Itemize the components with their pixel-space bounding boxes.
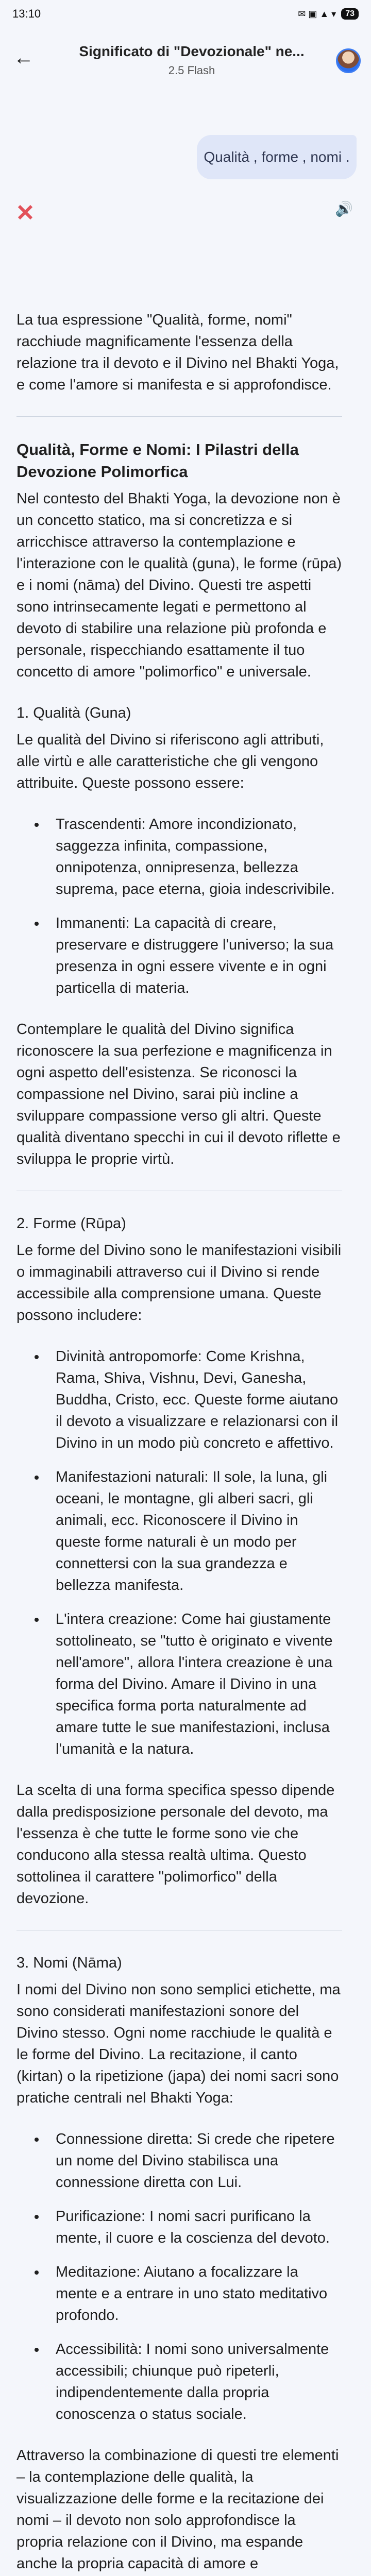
list-item: • Manifestazioni naturali: Il sole, la luna, gli oceani, le montagne, gli alberi sacri, gli animali, ecc. Riconoscere il Divino in queste forme naturali è un modo per connettersi con la sua grandezza e bellezza manifesta. bbox=[46, 1466, 342, 1596]
list-item: • Accessibilità: I nomi sono universalmente accessibili; chiunque può ripeterli, indipendentemente dalla propria conoscenza o status sociale. bbox=[46, 2338, 342, 2425]
gemini-spark-icon bbox=[16, 204, 34, 221]
chat-header bbox=[0, 36, 371, 82]
section-title-qualities: 1. Qualità (Guna) bbox=[16, 705, 131, 721]
response-conclusion: Attraverso la combinazione di questi tre elementi – la contemplazione delle qualità, la visualizzazione delle forme e la recitazione dei nomi – il devoto non solo approfondisce la propria relazione con il Divino, ma espande anche la propria capacità di amore e bbox=[16, 2447, 339, 2572]
list-item: • Meditazione: Aiutano a focalizzare la mente e a entrare in uno stato meditativo profondo. bbox=[46, 2261, 342, 2326]
section-close-qualities: Contemplare le qualità del Divino significa riconoscere la sua perfezione e magnificenza in ogni aspetto dell'esistenza. Se riconosci la compassione nel Divino, sarai più incline a sviluppare compassione verso gli altri. Queste qualità diventano specchi in cui il devoto riflette e sviluppa le proprie virtù. bbox=[16, 1021, 341, 1167]
list-item: • L'intera creazione: Come hai giustamente sottolineato, se "tutto è originato e vivente nell'amore", allora l'intera creazione è una forma del Divino. Amare il Divino in una specifica forma porta naturalmente ad amare tutte le sue manifestazioni, inclusa l'umanità e la natura. bbox=[46, 1608, 342, 1760]
status-time: 13:10 bbox=[12, 7, 41, 20]
section-intro-qualities: Le qualità del Divino si riferiscono agli attributi, alle virtù e alle caratteristiche che gli vengono attribuite. Queste possono essere: bbox=[16, 732, 324, 791]
list-item: • Immanenti: La capacità di creare, preservare e distruggere l'universo; la sua presenza in ogni essere vivente e in ogni particella di materia. bbox=[46, 912, 342, 999]
section-title-forms: 2. Forme (Rūpa) bbox=[16, 1215, 126, 1232]
section-intro-names: I nomi del Divino non sono semplici etichette, ma sono considerati manifestazioni sonore del Divino stesso. Ogni nome racchiude le qualità e le forme del Divino. La recitazione, il canto (kirtan) o la ripetizione (japa) dei nomi sacri sono pratiche centrali nel Bhakti Yoga: bbox=[16, 1981, 341, 2106]
section-close-forms: La scelta di una forma specifica spesso dipende dalla predisposizione personale del devoto, ma l'essenza è che tutte le forme sono vie che conducono alla stessa realtà ultima. Questo sottolinea il carattere "polimorfico" della devozione. bbox=[16, 1782, 335, 1907]
status-bar bbox=[0, 0, 371, 28]
qualities-list bbox=[30, 814, 342, 999]
assistant-response bbox=[16, 309, 342, 2576]
list-item: • Purificazione: I nomi sacri purificano la mente, il cuore e la coscienza del devoto. bbox=[46, 2206, 342, 2249]
speaker-icon[interactable]: 🔊 bbox=[335, 201, 353, 217]
model-label: 2.5 Flash bbox=[168, 64, 215, 77]
names-list bbox=[30, 2128, 342, 2425]
status-icons bbox=[298, 8, 359, 20]
forms-list bbox=[30, 1346, 342, 1760]
user-message: Qualità , forme , nomi . bbox=[197, 135, 357, 179]
response-context: Nel contesto del Bhakti Yoga, la devozione non è un concetto statico, ma si concretizza e si arricchisce attraverso la contemplazione e l'interazione con le qualità (guna), le forme (rūpa) e i nomi (nāma) del Divino. Questi tre aspetti sono intrinsecamente legati e permettono al devoto di stabilire una relazione più profonda e personale, rispecchiando esattamente il tuo concetto di amore "polimorfico" e universale. bbox=[16, 490, 342, 680]
section-intro-forms: Le forme del Divino sono le manifestazioni visibili o immaginabili attraverso cui il Divino si rende accessibile alla comprensione umana. Queste possono includere: bbox=[16, 1242, 342, 1324]
list-item: • Connessione diretta: Si crede che ripetere un nome del Divino stabilisca una connessione diretta con Lui. bbox=[46, 2128, 342, 2193]
response-heading: Qualità, Forme e Nomi: I Pilastri della Devozione Polimorfica bbox=[16, 440, 299, 481]
section-divider bbox=[16, 416, 342, 417]
list-item: • Trascendenti: Amore incondizionato, saggezza infinita, compassione, onnipotenza, onnipresenza, bellezza suprema, pace eterna, gioia indescrivibile. bbox=[46, 814, 342, 900]
chat-title-area[interactable] bbox=[58, 43, 326, 77]
chat-title: Significato di "Devozionale" ne... bbox=[79, 43, 305, 59]
battery-level: 73 bbox=[341, 8, 359, 20]
notification-icons: ✉ ▣ ▲ ▾ bbox=[298, 8, 336, 19]
profile-avatar[interactable] bbox=[336, 48, 361, 73]
list-item: • Divinità antropomorfe: Come Krishna, Rama, Shiva, Vishnu, Devi, Ganesha, Buddha, Cristo, ecc. Queste forme aiutano il devoto a visualizzare e relazionarsi con il Divino in un modo più concreto e affettivo. bbox=[46, 1346, 342, 1454]
back-arrow-icon[interactable]: ← bbox=[13, 46, 34, 69]
section-title-names: 3. Nomi (Nāma) bbox=[16, 1955, 122, 1971]
response-intro: La tua espressione "Qualità, forme, nomi" racchiude magnificamente l'essenza della relazione tra il devoto e il Divino nel Bhakti Yoga, e come l'amore si manifesta e si approfondisce. bbox=[16, 312, 339, 393]
